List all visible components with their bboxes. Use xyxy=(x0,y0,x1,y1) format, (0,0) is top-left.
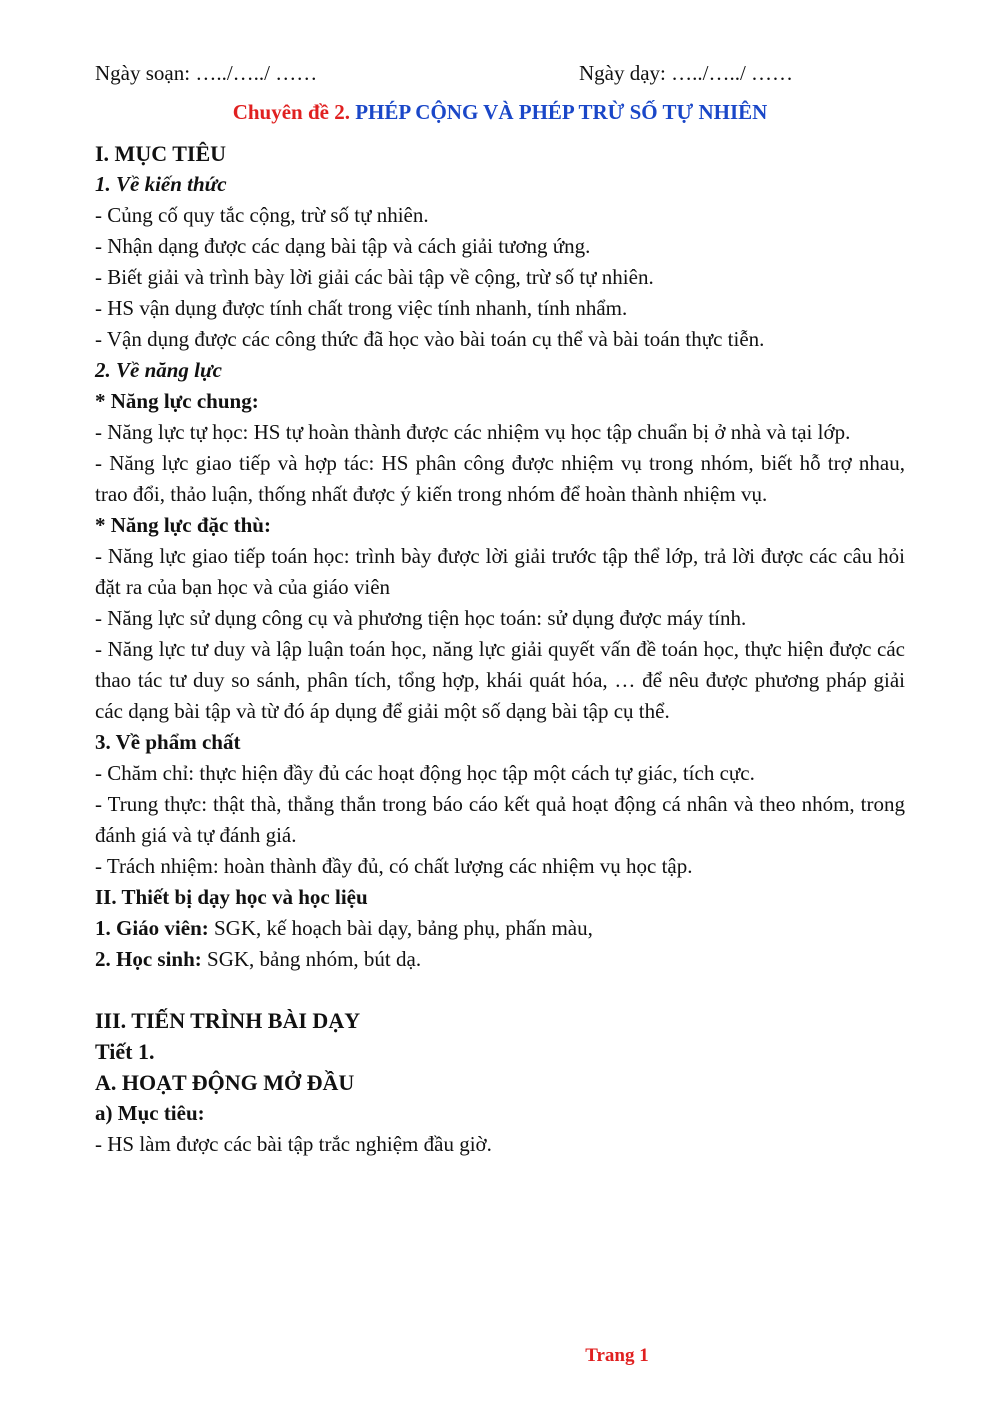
qualities-item: - Trách nhiệm: hoàn thành đầy đủ, có chất lượng các nhiệm vụ học tập. xyxy=(95,854,693,878)
general-competence-item: - Năng lực giao tiếp và hợp tác: HS phân công được nhiệm vụ trong nhóm, biết hỗ trợ nhau, trao đổi, thảo luận, thống nhất được ý kiến trong nhóm để hoàn thành nhiệm vụ. xyxy=(95,451,905,506)
spacer xyxy=(95,975,905,1005)
knowledge-item: - Biết giải và trình bày lời giải các bài tập về cộng, trừ số tự nhiên. xyxy=(95,265,654,289)
qualities-item: - Chăm chỉ: thực hiện đầy đủ các hoạt động học tập một cách tự giác, tích cực. xyxy=(95,761,755,785)
date-prepared: Ngày soạn: …../…../ …… xyxy=(95,61,318,85)
student-equipment-text: SGK, bảng nhóm, bút dạ. xyxy=(201,947,422,971)
specific-competence-heading: * Năng lực đặc thù: xyxy=(95,513,271,537)
date-taught: Ngày dạy: …../…../ …… xyxy=(579,61,794,85)
section-equipment-heading: II. Thiết bị dạy học và học liệu xyxy=(95,885,368,909)
objective-heading: a) Mục tiêu: xyxy=(95,1101,205,1125)
specific-competence-item: - Năng lực tư duy và lập luận toán học, năng lực giải quyết vấn đề toán học, thực hiện được các thao tác tư duy so sánh, phân tích, tổng hợp, khái quát hóa, … để nêu được phương pháp giải các dạng bài tập và từ đó áp dụng để giải một số dạng bài tập cụ thể. xyxy=(95,637,905,723)
section-process-heading: III. TIẾN TRÌNH BÀI DẠY xyxy=(95,1008,361,1033)
specific-competence-item: - Năng lực giao tiếp toán học: trình bày được lời giải trước tập thể lớp, trả lời được các câu hỏi đặt ra của bạn học và của giáo viên xyxy=(95,544,905,599)
specific-competence-item: - Năng lực sử dụng công cụ và phương tiện học toán: sử dụng được máy tính. xyxy=(95,606,747,630)
knowledge-item: - HS vận dụng được tính chất trong việc tính nhanh, tính nhẩm. xyxy=(95,296,628,320)
competence-heading: 2. Về năng lực xyxy=(95,358,222,382)
teacher-label: 1. Giáo viên: xyxy=(95,916,209,940)
general-competence-item: - Năng lực tự học: HS tự hoàn thành được các nhiệm vụ học tập chuẩn bị ở nhà và tại lớp. xyxy=(95,420,851,444)
student-equipment-line xyxy=(95,944,905,975)
document-body xyxy=(95,58,905,1160)
document-title xyxy=(95,97,905,128)
title-prefix: Chuyên đề 2. xyxy=(232,100,350,124)
knowledge-item: - Nhận dạng được các dạng bài tập và cách giải tương ứng. xyxy=(95,234,591,258)
title-main: PHÉP CỘNG VÀ PHÉP TRỪ SỐ TỰ NHIÊN xyxy=(355,100,768,124)
qualities-heading: 3. Về phẩm chất xyxy=(95,730,241,754)
date-row xyxy=(95,58,905,89)
teacher-equipment-text: SGK, kế hoạch bài dạy, bảng phụ, phấn màu, xyxy=(208,916,593,940)
activity-heading: A. HOẠT ĐỘNG MỞ ĐẦU xyxy=(95,1070,355,1095)
student-label: 2. Học sinh: xyxy=(95,947,202,971)
general-competence-heading: * Năng lực chung: xyxy=(95,389,259,413)
page-number: Trang 1 xyxy=(585,1345,649,1366)
teacher-equipment-line xyxy=(95,913,905,944)
objective-item: - HS làm được các bài tập trắc nghiệm đầu giờ. xyxy=(95,1132,492,1156)
section-objectives-heading: I. MỤC TIÊU xyxy=(95,141,227,166)
qualities-item: - Trung thực: thật thà, thẳng thắn trong báo cáo kết quả hoạt động cá nhân và theo nhóm, trong đánh giá và tự đánh giá. xyxy=(95,792,905,847)
knowledge-heading: 1. Về kiến thức xyxy=(95,172,227,196)
lesson-label: Tiết 1. xyxy=(95,1039,155,1064)
knowledge-item: - Củng cố quy tắc cộng, trừ số tự nhiên. xyxy=(95,203,429,227)
knowledge-item: - Vận dụng được các công thức đã học vào bài toán cụ thể và bài toán thực tiễn. xyxy=(95,327,765,351)
